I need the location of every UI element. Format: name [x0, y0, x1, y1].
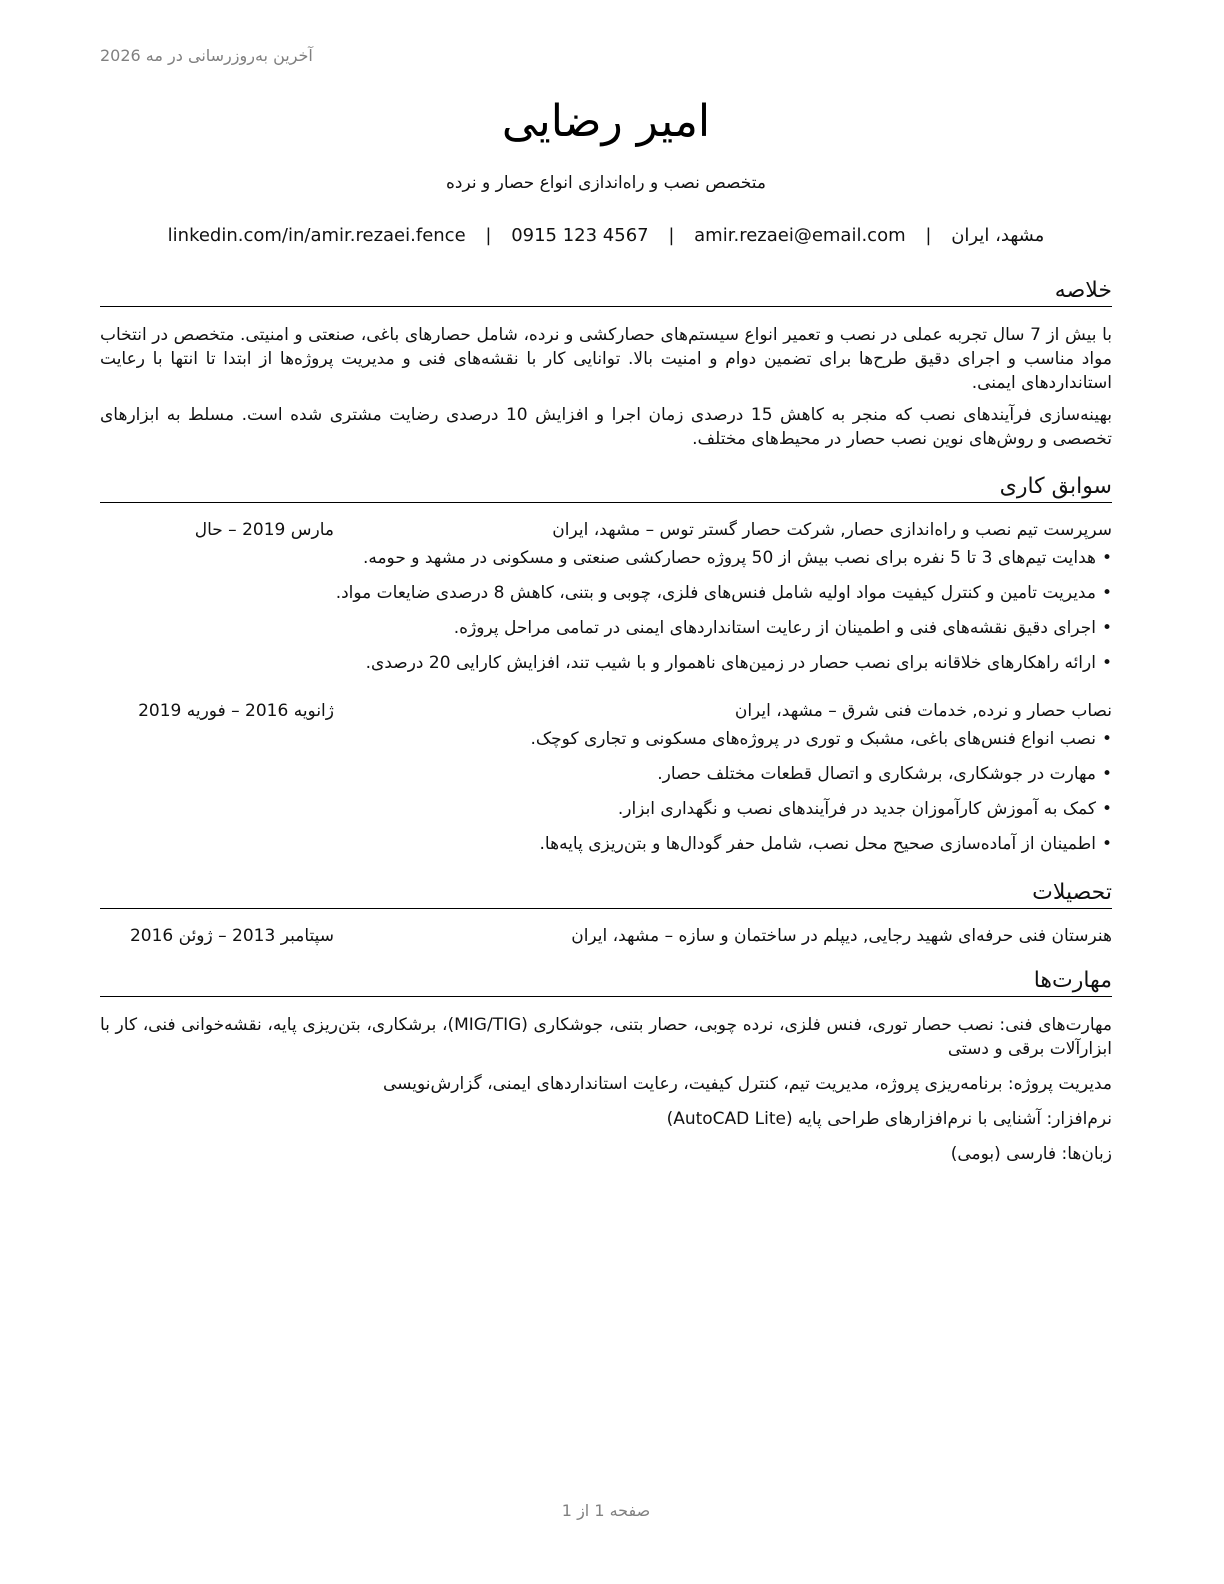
skills-list	[100, 1013, 1112, 1166]
summary-section	[100, 277, 1112, 451]
job-bullet-text: نصب انواع فنس‌های باغی، مشبک و توری در پروژه‌های مسکونی و تجاری کوچک.	[530, 729, 1096, 749]
last-updated-note: آخرین به‌روزرسانی در مه 2026	[100, 46, 313, 65]
skill-row: زبان‌ها: فارسی (بومی)	[950, 1144, 1112, 1164]
summary-heading: خلاصه	[100, 277, 1112, 307]
job-title-company: نصاب حصار و نرده, خدمات فنی شرق – مشهد، ایران	[734, 701, 1112, 721]
resume-content	[100, 277, 1112, 1177]
job-bullet	[100, 796, 1112, 822]
skill-row: مدیریت پروژه: برنامه‌ریزی پروژه، مدیریت تیم، کنترل کیفیت، رعایت استانداردهای ایمنی، گزارش‌نویسی	[382, 1074, 1112, 1094]
education-heading: تحصیلات	[100, 879, 1112, 909]
job-dates: مارس 2019 – حال	[194, 520, 334, 540]
skills-heading: مهارت‌ها	[100, 967, 1112, 997]
skill-row: مهارت‌های فنی: نصب حصار توری، فنس فلزی، نرده چوبی، حصار بتنی، جوشکاری (MIG/TIG)، برشکاری، بتن‌ریزی پایه، نقشه‌خوانی فنی، کار با ابزارآلات برقی و دستی	[100, 1015, 1112, 1059]
bullet-symbol: •	[1101, 764, 1112, 784]
job-bullet	[100, 650, 1112, 676]
bullet-symbol: •	[1101, 618, 1112, 638]
job-entry	[100, 698, 1112, 857]
contact-line	[100, 222, 1112, 250]
job-bullet	[100, 615, 1112, 641]
contact-phone[interactable]: 0915 123 4567	[511, 225, 649, 246]
page-number: صفحه 1 از 1	[561, 1501, 651, 1520]
bullet-symbol: •	[1101, 548, 1112, 568]
candidate-title: متخصص نصب و راه‌اندازی انواع حصار و نرده	[446, 173, 766, 193]
job-bullet-text: مدیریت تامین و کنترل کیفیت مواد اولیه شامل فنس‌های فلزی، چوبی و بتنی، کاهش 8 درصدی ضایعات مواد.	[335, 583, 1096, 603]
job-entry	[100, 517, 1112, 676]
candidate-name: امیر رضایی	[501, 96, 711, 147]
bullet-symbol: •	[1101, 729, 1112, 749]
summary-paragraph: بهینه‌سازی فرآیندهای نصب که منجر به کاهش 15 درصدی زمان اجرا و افزایش 10 درصدی رضایت مشتری شده است. مسلط به ابزارهای تخصصی و روش‌های نوین نصب حصار در محیط‌های مختلف.	[100, 405, 1113, 449]
summary-body	[100, 323, 1112, 451]
job-dates: ژانویه 2016 – فوریه 2019	[138, 701, 334, 721]
education-school-degree: هنرستان فنی حرفه‌ای شهید رجایی, دیپلم در ساختمان و سازه – مشهد، ایران	[571, 926, 1112, 946]
job-bullet-text: اطمینان از آماده‌سازی صحیح محل نصب، شامل حفر گودال‌ها و بتن‌ریزی پایه‌ها.	[539, 834, 1096, 854]
contact-location: مشهد، ایران	[951, 225, 1045, 246]
education-entry	[100, 923, 1112, 949]
job-bullet	[100, 831, 1112, 857]
bullet-symbol: •	[1101, 834, 1112, 854]
contact-separator: |	[925, 225, 932, 246]
education-dates: سپتامبر 2013 – ژوئن 2016	[129, 926, 334, 946]
education-section	[100, 879, 1112, 949]
bullet-symbol: •	[1101, 653, 1112, 673]
job-bullet-text: اجرای دقیق نقشه‌های فنی و اطمینان از رعایت استانداردهای ایمنی در تمامی مراحل پروژه.	[453, 618, 1096, 638]
bullet-symbol: •	[1101, 799, 1112, 819]
job-title-company: سرپرست تیم نصب و راه‌اندازی حصار, شرکت حصار گستر توس – مشهد، ایران	[552, 520, 1112, 540]
job-header	[100, 698, 1112, 724]
job-bullet	[100, 761, 1112, 787]
skills-section	[100, 967, 1112, 1166]
experience-heading: سوابق کاری	[100, 473, 1112, 503]
job-bullet	[100, 580, 1112, 606]
bullet-symbol: •	[1101, 583, 1112, 603]
job-bullet-text: کمک به آموزش کارآموزان جدید در فرآیندهای نصب و نگهداری ابزار.	[617, 799, 1096, 819]
contact-separator: |	[668, 225, 675, 246]
contact-separator: |	[485, 225, 492, 246]
job-bullets	[100, 545, 1112, 676]
job-bullet-text: ارائه راهکارهای خلاقانه برای نصب حصار در زمین‌های ناهموار و با شیب تند، افزایش کارایی 20 درصدی.	[365, 653, 1096, 673]
job-bullets	[100, 726, 1112, 857]
job-bullet	[100, 545, 1112, 571]
job-bullet-text: مهارت در جوشکاری، برشکاری و اتصال قطعات مختلف حصار.	[657, 764, 1096, 784]
skill-row: نرم‌افزار: آشنایی با نرم‌افزارهای طراحی پایه (AutoCAD Lite)	[666, 1109, 1112, 1129]
job-bullet-text: هدایت تیم‌های 3 تا 5 نفره برای نصب بیش از 50 پروژه حصارکشی صنعتی و مسکونی در مشهد و حومه.	[362, 548, 1096, 568]
job-header	[100, 517, 1112, 543]
job-bullet	[100, 726, 1112, 752]
contact-linkedin[interactable]: linkedin.com/in/amir.rezaei.fence	[167, 225, 466, 246]
summary-paragraph: با بیش از 7 سال تجربه عملی در نصب و تعمیر انواع سیستم‌های حصارکشی و نرده، شامل حصارهای باغی، صنعتی و امنیتی. متخصص در انتخاب مواد مناسب و اجرای دقیق طرح‌ها برای تضمین دوام و امنیت بالا. توانایی کار با نقشه‌های فنی و مدیریت پروژه‌ها از ابتدا تا انتها با رعایت استانداردهای ایمنی.	[100, 325, 1112, 393]
experience-section	[100, 473, 1112, 857]
resume-page	[100, 0, 1112, 1584]
contact-email[interactable]: amir.rezaei@email.com	[694, 225, 906, 246]
